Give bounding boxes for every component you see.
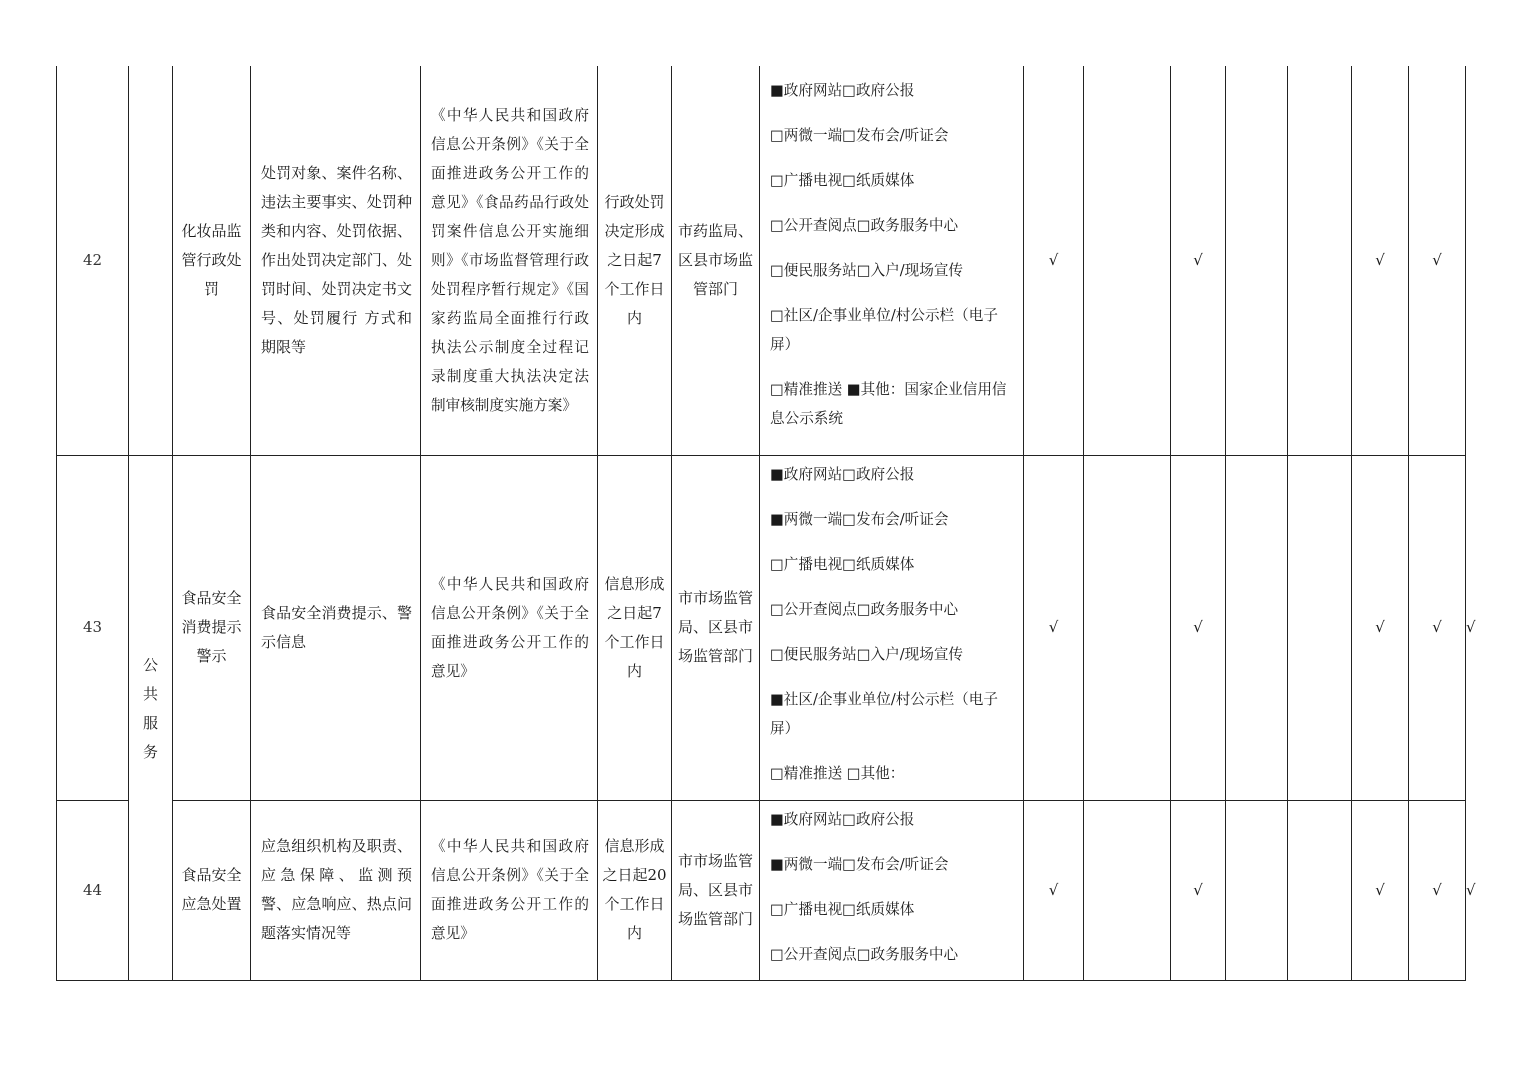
disclosure-subject: 市市场监管局、区县市场监管部门 [672, 455, 760, 800]
check-mark: √ [1352, 66, 1409, 455]
check-mark: √ [1024, 455, 1084, 800]
channel-line: □公开查阅点□政务服务中心 [770, 600, 959, 618]
channel-line: □广播电视□纸质媒体 [770, 172, 915, 189]
check-mark: √ [1024, 66, 1084, 455]
check-mark [1084, 800, 1171, 980]
check-mark: √ [1409, 66, 1466, 455]
check-mark: √ [1171, 66, 1226, 455]
check-mark: √ [1171, 455, 1226, 800]
check-mark [1084, 455, 1171, 800]
check-mark [1288, 800, 1352, 980]
disclosure-basis: 《中华人民共和国政府信息公开条例》《关于全面推进政务公开工作的意见》《食品药品行政处罚案件信息公开实施细则》《市场监督管理行政处罚程序暂行规定》《国家药监局全面推行行政执法公示制度全过程记录制度重大执法决定法制审核制度实施方案》 [421, 66, 598, 455]
channel-line: □公开查阅点□政务服务中心 [770, 945, 959, 963]
disclosure-basis: 《中华人民共和国政府信息公开条例》《关于全面推进政务公开工作的意见》 [421, 455, 598, 800]
channel-line: ■社区/企事业单位/村公示栏（电子屏） [770, 690, 998, 737]
disclosure-time-limit: 行政处罚决定形成之日起7个工作日内 [598, 66, 672, 455]
disclosure-time-limit: 信息形成之日起20个工作日内 [598, 800, 672, 980]
disclosure-subject: 市市场监管局、区县市场监管部门 [672, 800, 760, 980]
row-number: 42 [57, 66, 129, 455]
disclosure-table [56, 66, 1476, 981]
disclosure-channels [760, 66, 1024, 455]
channel-line: □便民服务站□入户/现场宣传 [770, 645, 964, 663]
channel-line: □社区/企事业单位/村公示栏（电子屏） [770, 307, 998, 353]
table-row [57, 66, 1466, 455]
check-mark: √ [1409, 455, 1466, 800]
channel-line: ■政府网站□政府公报 [770, 465, 915, 483]
channel-line: □便民服务站□入户/现场宣传 [770, 262, 964, 279]
item-name: 食品安全消费提示警示 [173, 455, 251, 800]
check-mark: √ [1171, 800, 1226, 980]
channel-line: □广播电视□纸质媒体 [770, 900, 915, 918]
check-mark: √ [1352, 800, 1409, 980]
check-mark [1084, 66, 1171, 455]
disclosure-content: 应急组织机构及职责、应急保障、监测预 警、应急响应、热点问 题落实情况等 [251, 800, 421, 980]
table-row: 43 公共服务 食品安全消费提示警示 食品安全消费提示、警示信息 《中华人民共和国政府信息公开条例》《关于全面推进政务公开工作的意见》 信息形成之日起7个工作日内 市市场监管局、区县市场监管部门 ■政府网站□政府公报 ■两微一端□发布会/听证会 □广播电视□纸质媒体 □公开查阅点□政务服务中心 □便民服务站□入户/现场宣传 ■社区/企事业单位/村公示栏（电子屏） □精准推送 □其他： √ √ √ √ √ [57, 455, 1466, 800]
channel-line: ■两微一端□发布会/听证会 [770, 510, 949, 528]
disclosure-content: 食品安全消费提示、警示信息 [251, 455, 421, 800]
check-mark [1226, 66, 1288, 455]
row-number: 44 [57, 800, 129, 980]
disclosure-subject: 市药监局、区县市场监管部门 [672, 66, 760, 455]
disclosure-basis: 《中华人民共和国政府信息公开条例》《关于全面推进政务公开工作的意见》 [421, 800, 598, 980]
table-row: 44 食品安全应急处置 应急组织机构及职责、应急保障、监测预 警、应急响应、热点问 题落实情况等 《中华人民共和国政府信息公开条例》《关于全面推进政务公开工作的意见》 信息形成之日起20个工作日内 市市场监管局、区县市场监管部门 ■政府网站□政府公报 ■两微一端□发布会/听证会 □广播电视□纸质媒体 □公开查阅点□政务服务中心 √ √ √ √ √ [57, 800, 1466, 980]
disclosure-content: 处罚对象、案件名称、违法主要事实、处罚种类和内容、处罚依据、作出处罚决定部门、处罚时间、处罚决定书文号、处罚履行 方式和期限等 [251, 66, 421, 455]
row-number: 43 [57, 455, 129, 800]
disclosure-channels [760, 455, 1024, 800]
channel-line: □公开查阅点□政务服务中心 [770, 217, 959, 234]
channel-line: ■两微一端□发布会/听证会 [770, 855, 949, 873]
channel-line: □精准推送 □其他： [770, 764, 905, 782]
channel-line: □精准推送 ■其他：国家企业信用信息公示系统 [770, 381, 1007, 427]
check-mark [1226, 800, 1288, 980]
check-mark [1288, 66, 1352, 455]
category-label: 公共服务 [142, 655, 158, 761]
category-cell [129, 455, 173, 980]
disclosure-channels [760, 800, 1024, 980]
check-mark: √ [1409, 800, 1466, 980]
channel-line: ■政府网站□政府公报 [770, 810, 915, 828]
check-mark [1288, 455, 1352, 800]
channel-line: □两微一端□发布会/听证会 [770, 127, 949, 144]
channel-line: □广播电视□纸质媒体 [770, 555, 915, 573]
category-cell-empty [129, 66, 173, 455]
disclosure-time-limit: 信息形成之日起7个工作日内 [598, 455, 672, 800]
check-mark: √ [1024, 800, 1084, 980]
check-mark: √ [1352, 455, 1409, 800]
channel-line: ■政府网站□政府公报 [770, 82, 915, 99]
item-name: 食品安全应急处置 [173, 800, 251, 980]
check-mark [1226, 455, 1288, 800]
item-name: 化妆品监管行政处罚 [173, 66, 251, 455]
